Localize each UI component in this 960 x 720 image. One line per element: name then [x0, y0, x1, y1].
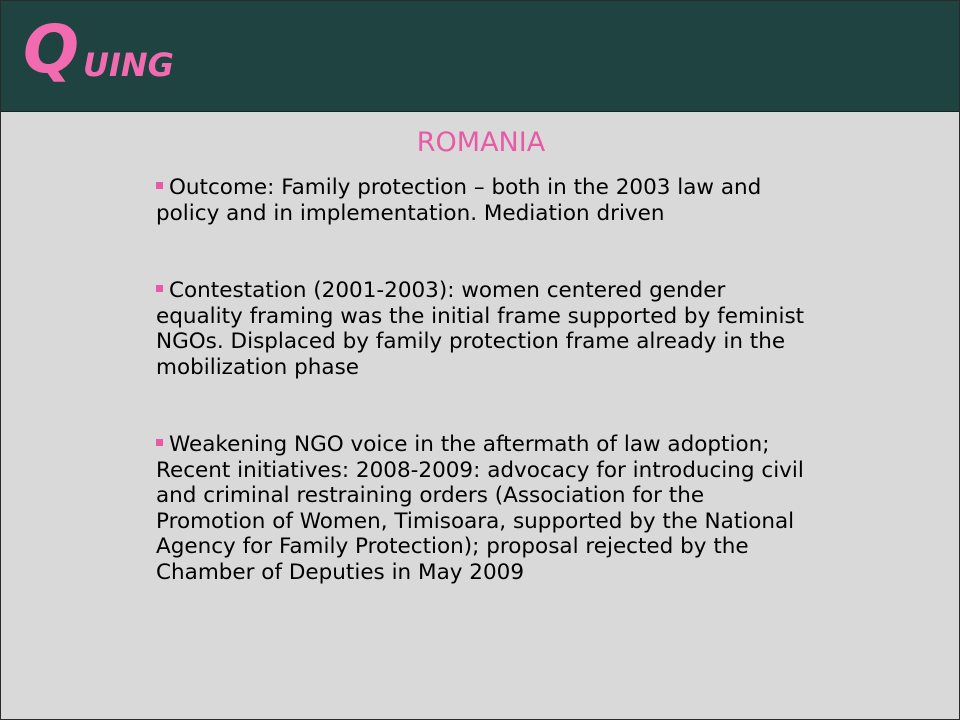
- bullet-text: Contestation (2001-2003): women centered gender equality framing was the initial frame supported by feminist NGOs. Displaced by family protection frame already in the mobilization phase: [156, 278, 805, 380]
- slide-title: ROMANIA: [416, 127, 546, 158]
- square-bullet-icon: [156, 285, 163, 292]
- bullet-text: Outcome: Family protection – both in the 2003 law and policy and in implementation. Mediation driven: [156, 175, 762, 226]
- header-bar: [1, 1, 959, 112]
- bullet-list: [156, 175, 816, 637]
- bullet-item-weakening: [156, 432, 816, 585]
- bullet-item-contestation: [156, 278, 816, 380]
- square-bullet-icon: [156, 182, 163, 189]
- bullet-text: Weakening NGO voice in the aftermath of law adoption; Recent initiatives: 2008-2009: advocacy for introducing civil and criminal restraining orders (Association for the Promotion of Women, Timisoara, supported by the National Agency for Family Protection); proposal rejected by the Chamber of Deputies in May 2009: [156, 432, 804, 585]
- logo-letters: UING: [83, 46, 174, 84]
- logo-letter-q: Q: [23, 11, 80, 88]
- quing-logo: [23, 11, 223, 97]
- bullet-item-outcome: [156, 175, 816, 226]
- square-bullet-icon: [156, 439, 163, 446]
